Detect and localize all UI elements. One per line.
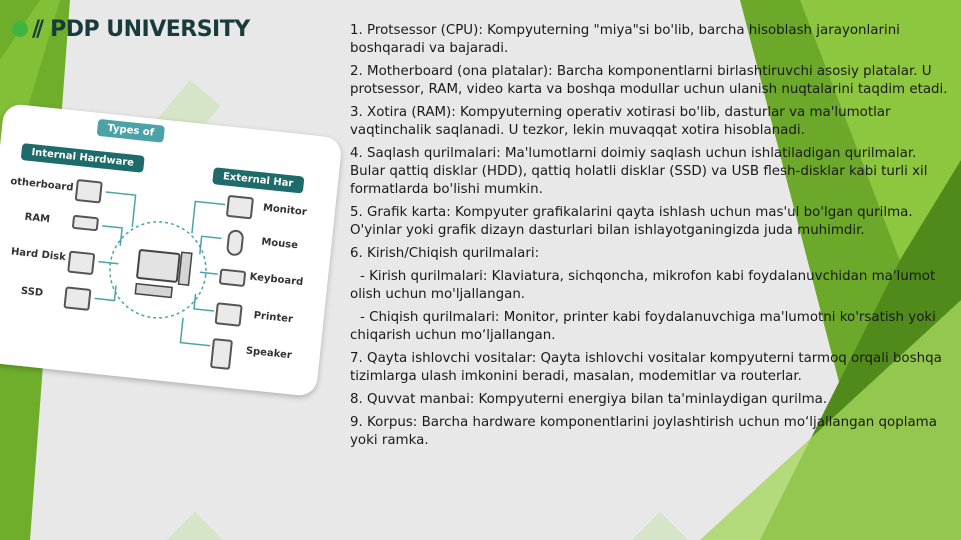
paragraph-power: 8. Quvvat manbai: Kompyuterni energiya bilan ta'minlaydigan qurilma. <box>350 392 828 407</box>
paragraph-gpu: 5. Grafik karta: Kompyuter grafikalarini qayta ishlash uchun mas'ul bo'lgan qurilma. O'yinlar yoki grafik dizayn dasturlari bilan ishlayotganingizda juda muhimdir. <box>350 205 913 238</box>
content-text <box>350 22 955 455</box>
speaker-icon <box>210 338 233 370</box>
label-monitor: Monitor <box>262 202 308 219</box>
external-hardware-label: External Har <box>212 167 304 193</box>
label-motherboard: otherboard <box>9 176 74 194</box>
logo-dot-icon <box>12 21 28 37</box>
label-ram: RAM <box>24 211 51 226</box>
diagram-top-label: Types of <box>97 119 165 143</box>
keyboard-icon <box>219 268 247 287</box>
paragraph-io: 6. Kirish/Chiqish qurilmalari: <box>350 246 540 261</box>
printer-icon <box>215 302 243 327</box>
paragraph-storage: 4. Saqlash qurilmalari: Ma'lumotlarni doimiy saqlash uchun ishlatiladigan qurilmalar. Bular qattiq disklar (HDD), qattiq holatli disklar (SSD) va USB flesh-disklar kabi turli xil formatlarda bo'lishi mumkin. <box>350 146 928 197</box>
pdp-logo <box>12 14 250 44</box>
label-hard-disk: Hard Disk <box>10 246 67 264</box>
monitor-icon <box>226 195 254 220</box>
paragraph-output: - Chiqish qurilmalari: Monitor, printer kabi foydalanuvchiga ma'lumotni ko'rsatish yoki chiqarish uchun mo‘ljallangan. <box>350 310 936 343</box>
logo-text: PDP UNIVERSITY <box>50 16 250 42</box>
label-speaker: Speaker <box>245 345 293 362</box>
ssd-icon <box>63 286 91 311</box>
diagram-card <box>0 103 343 397</box>
label-ssd: SSD <box>20 285 44 299</box>
label-mouse: Mouse <box>260 236 299 252</box>
paragraph-network: 7. Qayta ishlovchi vositalar: Qayta ishlovchi vositalar kompyuterni tarmoq orqali boshqa tizimlarga ulash imkonini beradi, masalan, modemitlar va routerlar. <box>350 351 942 384</box>
ram-icon <box>72 215 99 232</box>
hardware-diagram <box>0 120 330 380</box>
motherboard-icon <box>75 179 103 204</box>
paragraph-cpu: 1. Protsessor (CPU): Kompyuterning "miya"si bo'lib, barcha hisoblash jarayonlarini boshqaradi va bajaradi. <box>350 23 900 56</box>
paragraph-input: - Kirish qurilmalari: Klaviatura, sichqoncha, mikrofon kabi foydalanuvchidan ma'lumot olish uchun mo'ljallangan. <box>350 269 936 302</box>
label-printer: Printer <box>253 310 294 326</box>
logo-slash-icon: // <box>32 16 41 42</box>
label-keyboard: Keyboard <box>249 271 304 289</box>
hard-disk-icon <box>67 251 95 276</box>
paragraph-ram: 3. Xotira (RAM): Kompyuterning operativ xotirasi bo'lib, dasturlar va ma'lumotlar vaqtinchalik saqlanadi. U tezkor, lekin muvaqqat xotira hisoblanadi. <box>350 105 891 138</box>
paragraph-motherboard: 2. Motherboard (ona platalar): Barcha komponentlarni birlashtiruvchi asosiy platalar. U protsessor, RAM, video karta va boshqa modullar uchun ulanish nuqtalarini taqdim etadi. <box>350 64 948 97</box>
internal-hardware-label: Internal Hardware <box>21 143 145 173</box>
paragraph-case: 9. Korpus: Barcha hardware komponentlarini joylashtirish uchun mo‘ljallangan qoplama yoki ramka. <box>350 415 937 448</box>
